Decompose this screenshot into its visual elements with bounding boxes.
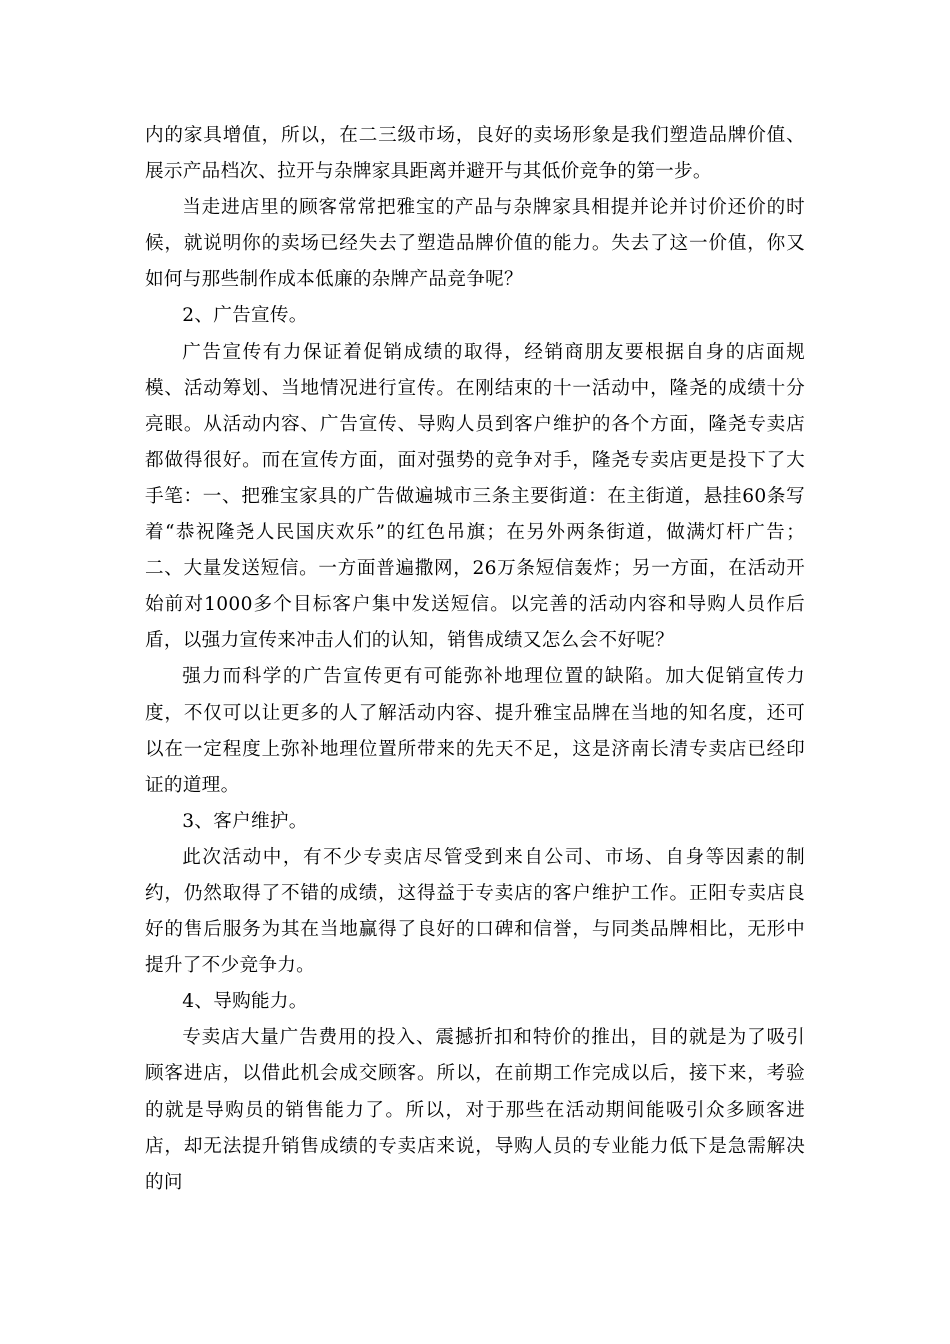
paragraph-1: 内的家具增值，所以，在二三级市场，良好的卖场形象是我们塑造品牌价值、展示产品档次、拉开与杂牌家具距离并避开与其低价竞争的第一步。	[145, 125, 805, 183]
paragraph-2: 当走进店里的顾客常常把雅宝的产品与杂牌家具相提并论并讨价还价的时候，就说明你的卖场已经失去了塑造品牌价值的能力。失去了这一价值，你又如何与那些制作成本低廉的杂牌产品竞争呢？	[145, 197, 805, 291]
paragraph-customer-maintenance: 此次活动中，有不少专卖店尽管受到来自公司、市场、自身等因素的制约，仍然取得了不错的成绩，这得益于专卖店的客户维护工作。正阳专卖店良好的售后服务为其在当地赢得了良好的口碑和信誉，与同类品牌相比，无形中提升了不少竞争力。	[145, 846, 805, 977]
section-heading-sales-guide: 4、导购能力。	[182, 991, 308, 1013]
document-body	[145, 118, 805, 1201]
paragraph-advertising-location: 强力而科学的广告宣传更有可能弥补地理位置的缺陷。加大促销宣传力度，不仅可以让更多的人了解活动内容、提升雅宝品牌在当地的知名度，还可以在一定程度上弥补地理位置所带来的先天不足，这是济南长清专卖店已经印证的道理。	[145, 666, 805, 796]
section-heading-customer-maintenance: 3、客户维护。	[182, 810, 308, 832]
paragraph-sales-guide: 专卖店大量广告费用的投入、震撼折扣和特价的推出，目的就是为了吸引顾客进店，以借此机会成交顾客。所以，在前期工作完成以后，接下来，考验的就是导购员的销售能力了。所以，对于那些在活动期间能吸引众多顾客进店，却无法提升销售成绩的专卖店来说，导购人员的专业能力低下是急需解决的问	[145, 1027, 805, 1193]
section-heading-advertising: 2、广告宣传。	[182, 305, 308, 327]
paragraph-advertising: 广告宣传有力保证着促销成绩的取得，经销商朋友要根据自身的店面规模、活动筹划、当地情况进行宣传。在刚结束的十一活动中，隆尧的成绩十分亮眼。从活动内容、广告宣传、导购人员到客户维护的各个方面，隆尧专卖店都做得很好。而在宣传方面，面对强势的竞争对手，隆尧专卖店更是投下了大手笔：一、把雅宝家具的广告做遍城市三条主要街道：在主街道，悬挂60条写着“恭祝隆尧人民国庆欢乐”的红色吊旗；在另外两条街道，做满灯杆广告；二、大量发送短信。一方面普遍撒网，26万条短信轰炸；另一方面，在活动开始前对1000多个目标客户集中发送短信。以完善的活动内容和导购人员作后盾，以强力宣传来冲击人们的认知，销售成绩又怎么会不好呢？	[145, 341, 805, 652]
